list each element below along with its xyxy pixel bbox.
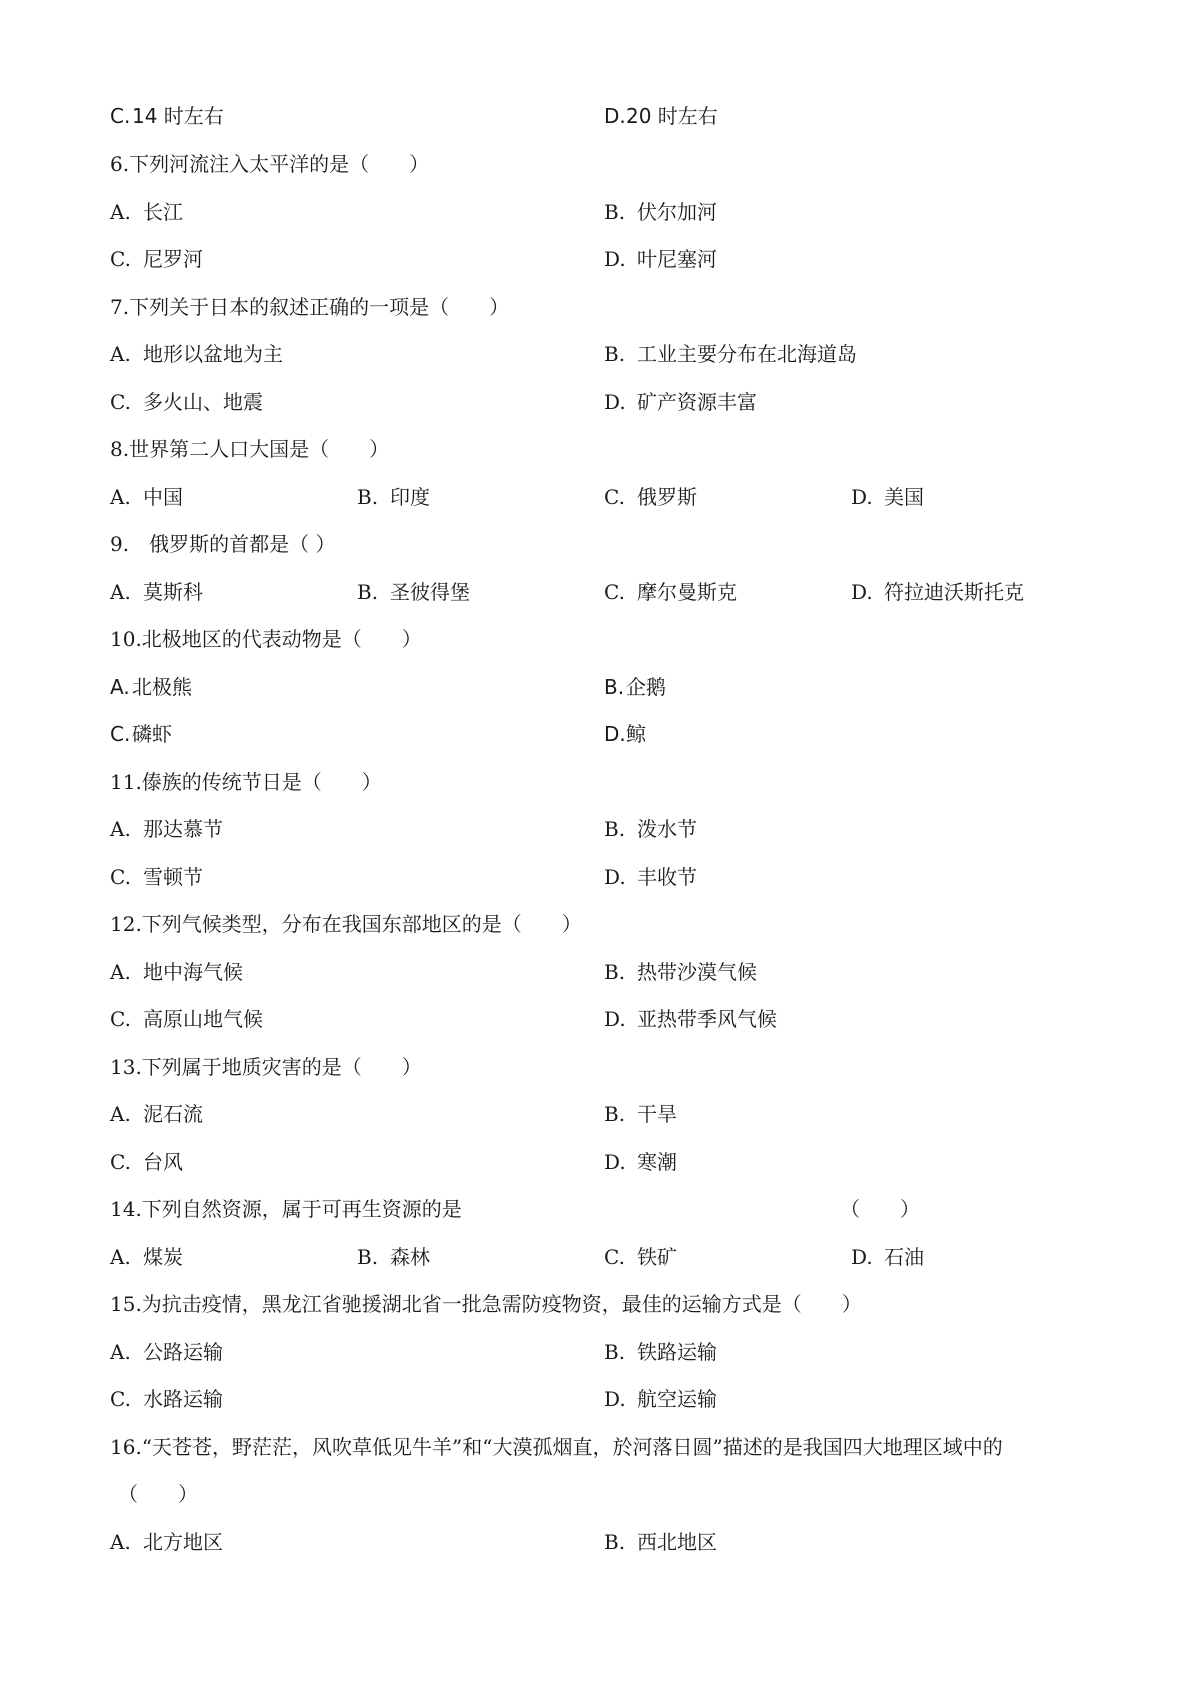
q10-option-d: D.鲸 — [604, 722, 646, 746]
q14-answer-paren: （ ） — [840, 1197, 920, 1221]
q11-option-b: B. 泼水节 — [604, 817, 697, 841]
q12-option-d: D. 亚热带季风气候 — [604, 1007, 777, 1031]
q8-stem: 8.世界第二人口大国是（ ） — [110, 437, 390, 461]
q5-option-d: D.20 时左右 — [604, 104, 718, 128]
q8-option-d: D. 美国 — [851, 485, 924, 509]
q9-option-d: D. 符拉迪沃斯托克 — [851, 580, 1024, 604]
q11-option-c: C. 雪顿节 — [110, 865, 203, 889]
q16-stem-continued: （ ） — [118, 1482, 198, 1506]
q8-option-b: B. 印度 — [357, 485, 430, 509]
q9-option-a: A. 莫斯科 — [110, 580, 203, 604]
q14-option-c: C. 铁矿 — [604, 1245, 677, 1269]
q6-options-row-1 — [0, 192, 1200, 232]
q13-option-d: D. 寒潮 — [604, 1150, 677, 1174]
q13-stem: 13.下列属于地质灾害的是（ ） — [110, 1055, 422, 1079]
q15-options-row-2 — [0, 1379, 1200, 1419]
q15-option-b: B. 铁路运输 — [604, 1340, 717, 1364]
q15-option-a: A. 公路运输 — [110, 1340, 223, 1364]
q7-option-c: C. 多火山、地震 — [110, 390, 263, 414]
q13-option-a: A. 泥石流 — [110, 1102, 203, 1126]
q14-options-row — [0, 1237, 1200, 1277]
q15-stem: 15.为抗击疫情，黑龙江省驰援湖北省一批急需防疫物资，最佳的运输方式是（ ） — [110, 1292, 862, 1316]
q11-options-row-2 — [0, 857, 1200, 897]
q12-option-c: C. 高原山地气候 — [110, 1007, 263, 1031]
q15-options-row-1 — [0, 1332, 1200, 1372]
q16-options-row-1 — [0, 1522, 1200, 1562]
q10-option-a: A. 北极熊 — [110, 675, 192, 699]
q9-option-c: C. 摩尔曼斯克 — [604, 580, 737, 604]
q12-option-a: A. 地中海气候 — [110, 960, 243, 984]
q12-option-b: B. 热带沙漠气候 — [604, 960, 757, 984]
q11-options-row-1 — [0, 809, 1200, 849]
q12-options-row-2 — [0, 999, 1200, 1039]
q7-option-a: A. 地形以盆地为主 — [110, 342, 283, 366]
q12-stem: 12.下列气候类型，分布在我国东部地区的是（ ） — [110, 912, 582, 936]
q8-option-c: C. 俄罗斯 — [604, 485, 697, 509]
q13-option-b: B. 干旱 — [604, 1102, 677, 1126]
q7-option-d: D. 矿产资源丰富 — [604, 390, 757, 414]
q6-option-c: C. 尼罗河 — [110, 247, 203, 271]
q6-option-b: B. 伏尔加河 — [604, 200, 717, 224]
q8-option-a: A. 中国 — [110, 485, 183, 509]
q7-options-row-1 — [0, 334, 1200, 374]
q16-option-b: B. 西北地区 — [604, 1530, 717, 1554]
q10-stem: 10.北极地区的代表动物是（ ） — [110, 627, 422, 651]
q12-options-row-1 — [0, 952, 1200, 992]
q13-options-row-1 — [0, 1094, 1200, 1134]
q13-options-row-2 — [0, 1142, 1200, 1182]
q10-options-row-2 — [0, 714, 1200, 754]
q10-options-row-1 — [0, 667, 1200, 707]
q8-options-row — [0, 477, 1200, 517]
q14-stem: 14.下列自然资源，属于可再生资源的是 （ ） — [0, 1189, 1200, 1229]
q10-option-b: B.企鹅 — [604, 675, 666, 699]
q7-options-row-2 — [0, 382, 1200, 422]
q6-option-a: A. 长江 — [110, 200, 183, 224]
q10-option-c: C.磷虾 — [110, 722, 172, 746]
q15-option-c: C. 水路运输 — [110, 1387, 223, 1411]
q11-option-a: A. 那达慕节 — [110, 817, 223, 841]
q16-stem: 16.“天苍苍，野茫茫，风吹草低见牛羊”和“大漠孤烟直，於河落日圆”描述的是我国四大地理区域中的 — [110, 1435, 1003, 1459]
q9-stem: 9. 俄罗斯的首都是（ ） — [110, 532, 336, 556]
q9-options-row — [0, 572, 1200, 612]
q15-option-d: D. 航空运输 — [604, 1387, 717, 1411]
q6-option-d: D. 叶尼塞河 — [604, 247, 717, 271]
q14-option-d: D. 石油 — [851, 1245, 924, 1269]
q6-options-row-2 — [0, 239, 1200, 279]
q7-stem: 7.下列关于日本的叙述正确的一项是（ ） — [110, 295, 510, 319]
q5-option-c: C.14 时左右 — [110, 104, 224, 128]
q6-stem: 6.下列河流注入太平洋的是（ ） — [110, 152, 430, 176]
q11-option-d: D. 丰收节 — [604, 865, 697, 889]
q13-option-c: C. 台风 — [110, 1150, 183, 1174]
q14-option-b: B. 森林 — [357, 1245, 430, 1269]
q9-option-b: B. 圣彼得堡 — [357, 580, 470, 604]
q11-stem: 11.傣族的传统节日是（ ） — [110, 770, 382, 794]
q7-option-b: B. 工业主要分布在北海道岛 — [604, 342, 857, 366]
q5-options-row-2 — [0, 96, 1200, 136]
q14-option-a: A. 煤炭 — [110, 1245, 183, 1269]
q16-option-a: A. 北方地区 — [110, 1530, 223, 1554]
